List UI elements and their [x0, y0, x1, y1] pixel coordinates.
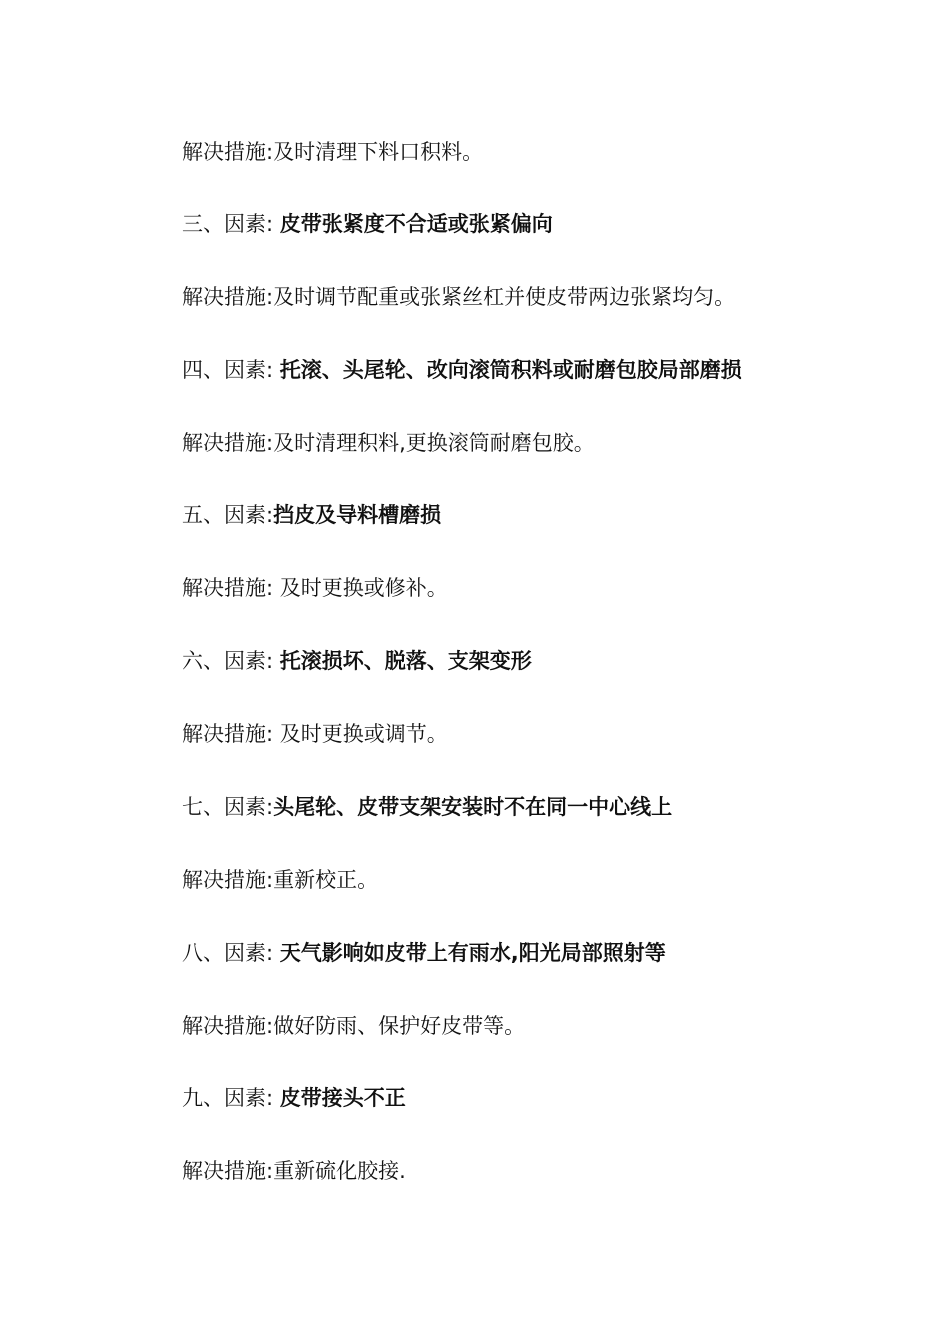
factor-line — [182, 938, 902, 968]
measure-line — [182, 719, 902, 749]
measure-label: 解决措施: — [182, 140, 274, 164]
measure-text: 及时清理下料口积料。 — [273, 140, 484, 164]
factor-text: 托滚、头尾轮、改向滚筒积料或耐磨包胶局部磨损 — [279, 358, 742, 382]
measure-line — [182, 1011, 902, 1041]
factor-label: 五、因素: — [182, 503, 274, 527]
factor-line — [182, 355, 902, 385]
measure-label: 解决措施: — [182, 285, 274, 309]
factor-line — [182, 792, 902, 822]
measure-label: 解决措施: — [182, 1159, 274, 1183]
measure-line — [182, 865, 902, 895]
factor-label: 七、因素: — [182, 795, 274, 819]
measure-line — [182, 282, 902, 312]
factor-label: 三、因素: — [182, 212, 280, 236]
factor-text: 挡皮及导料槽磨损 — [273, 503, 442, 527]
factor-text: 皮带接头不正 — [279, 1086, 406, 1110]
measure-label: 解决措施: — [182, 722, 280, 746]
measure-label: 解决措施: — [182, 868, 274, 892]
measure-label: 解决措施: — [182, 1014, 274, 1038]
measure-label: 解决措施: — [182, 576, 280, 600]
measure-line — [182, 137, 902, 167]
factor-text: 天气影响如皮带上有雨水,阳光局部照射等 — [279, 941, 666, 965]
factor-text: 头尾轮、皮带支架安装时不在同一中心线上 — [273, 795, 673, 819]
measure-line — [182, 1156, 902, 1186]
measure-line — [182, 573, 902, 603]
factor-label: 八、因素: — [182, 941, 280, 965]
measure-text: 做好防雨、保护好皮带等。 — [273, 1014, 526, 1038]
measure-text: 重新校正。 — [273, 868, 379, 892]
factor-line — [182, 646, 902, 676]
factor-label: 四、因素: — [182, 358, 280, 382]
factor-text: 托滚损坏、脱落、支架变形 — [279, 649, 532, 673]
factor-line — [182, 209, 902, 239]
measure-label: 解决措施: — [182, 431, 274, 455]
measure-text: 及时调节配重或张紧丝杠并使皮带两边张紧均匀。 — [273, 285, 736, 309]
factor-line — [182, 1083, 902, 1113]
measure-text: 重新硫化胶接. — [273, 1159, 406, 1183]
factor-text: 皮带张紧度不合适或张紧偏向 — [279, 212, 553, 236]
factor-label: 九、因素: — [182, 1086, 280, 1110]
measure-line — [182, 428, 902, 458]
measure-text: 及时清理积料,更换滚筒耐磨包胶。 — [273, 431, 595, 455]
measure-text: 及时更换或调节。 — [279, 722, 448, 746]
factor-line — [182, 500, 902, 530]
factor-label: 六、因素: — [182, 649, 280, 673]
measure-text: 及时更换或修补。 — [279, 576, 448, 600]
